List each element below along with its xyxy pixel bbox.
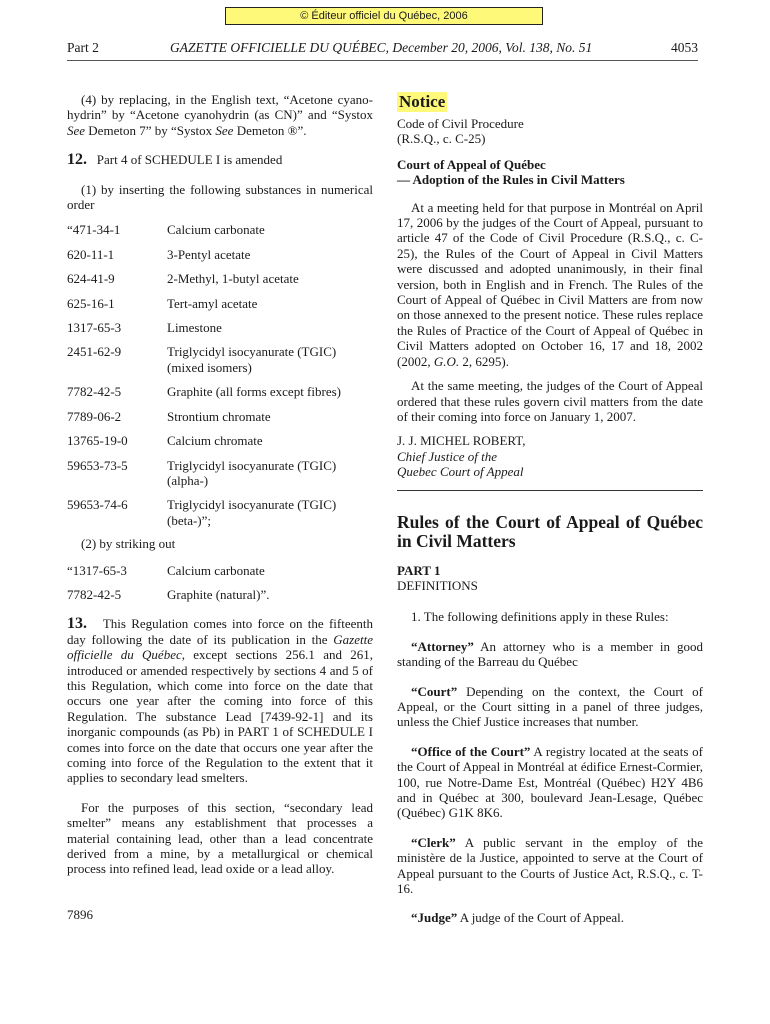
section-13: 13. This Regulation comes into force on the fifteenth day following the date of its publication in the Gazette officielle du Québec, except sections 256.1 and 261, introduced or amended respectively by sections 4 and 5 of this Regulation, which come into force on the date that occurs one year after the coming into force of this Regulation. The substance Lead [7439-92-1] and its inorganic compounds (as Pb) in PART 1 of SCHEDULE I comes into force on the date that occurs one year after the coming into force of the Regulation to the extent that it applies to secondary lead smelters. bbox=[67, 615, 373, 786]
same-meeting-paragraph: At the same meeting, the judges of the Court of Appeal ordered that these rules govern civil matters from the date of their coming into force on January 1, 2007. bbox=[397, 378, 703, 424]
signature-name: J. J. MICHEL ROBERT, bbox=[397, 433, 526, 449]
left-column bbox=[67, 92, 373, 877]
substance-name: Calcium carbonate bbox=[167, 562, 265, 578]
substance-row bbox=[67, 271, 373, 286]
substance-name: Limestone bbox=[167, 320, 222, 336]
substance-row bbox=[67, 320, 373, 335]
substance-name: 3-Pentyl acetate bbox=[167, 246, 251, 262]
cas-number: 624-41-9 bbox=[67, 271, 115, 287]
substance-row bbox=[67, 587, 373, 602]
meeting-paragraph: At a meeting held for that purpose in Montréal on April 17, 2006 by the judges of the Court of Appeal, pursuant to article 47 of the Code of Civil Procedure (R.S.Q., c. C-25), the Rules of the Court of Appeal in Civil Matters were discussed and adopted unanimously, in their final version, both in English and in French. The Rules of the Court of Appeal of Québec in Civil Matters are from now on those annexed to the present notice. These rules replace the Rules of Practice of the Court of Appeal of Québec in Civil Matters adopted on October 16, 17 and 18, 2002 (2002, G.O. 2, 6295). bbox=[397, 199, 703, 369]
substance-row bbox=[67, 433, 373, 448]
substance-table-insert bbox=[67, 222, 373, 528]
substance-name: Triglycidyl isocyanurate (TGIC) (beta-)”; bbox=[167, 497, 337, 528]
part-heading: PART 1 bbox=[397, 562, 441, 578]
definition-item bbox=[397, 639, 703, 670]
definition-text: An attorney who is a member in good standing of the Barreau du Québec bbox=[397, 638, 703, 670]
substance-name: Strontium chromate bbox=[167, 408, 271, 424]
code-name: Code of Civil Procedure bbox=[397, 116, 524, 131]
amendment-4: (4) by replacing, in the English text, “Acetone cyano-hydrin” by “Acetone cyanohydrin (as CN)” and “Systox See Demeton 7” by “Systox See Demeton ®”. bbox=[67, 92, 373, 138]
copyright-banner: © Éditeur officiel du Québec, 2006 bbox=[225, 7, 543, 25]
cas-number: 1317-65-3 bbox=[67, 320, 122, 336]
cas-number: “1317-65-3 bbox=[67, 562, 127, 578]
definition-item bbox=[397, 744, 703, 821]
cas-number: 7782-42-5 bbox=[67, 586, 122, 602]
definition-item bbox=[397, 910, 703, 925]
substance-name: Calcium carbonate bbox=[167, 222, 265, 238]
substance-row bbox=[67, 409, 373, 424]
right-column bbox=[397, 92, 703, 926]
definition-term: “Office of the Court” bbox=[411, 743, 531, 759]
cas-number: “471-34-1 bbox=[67, 222, 121, 238]
substance-name: Graphite (natural)”. bbox=[167, 586, 270, 602]
substance-name: Triglycidyl isocyanurate (TGIC) (mixed isomers) bbox=[167, 344, 337, 375]
substance-row bbox=[67, 247, 373, 262]
substance-row bbox=[67, 384, 373, 399]
definition-term: “Attorney” bbox=[411, 638, 474, 654]
definition-term: “Clerk” bbox=[411, 834, 456, 850]
adoption-heading: — Adoption of the Rules in Civil Matters bbox=[397, 172, 625, 188]
striking-intro: (2) by striking out bbox=[81, 536, 176, 552]
substance-row bbox=[67, 563, 373, 578]
definition-term: “Court” bbox=[411, 683, 458, 699]
substance-table-strike bbox=[67, 563, 373, 603]
definition-item bbox=[397, 835, 703, 897]
substance-row bbox=[67, 222, 373, 237]
definitions-heading: DEFINITIONS bbox=[397, 577, 478, 593]
substance-name: 2-Methyl, 1-butyl acetate bbox=[167, 271, 299, 287]
cas-number: 13765-19-0 bbox=[67, 433, 128, 449]
header-page-number: 4053 bbox=[671, 40, 698, 55]
court-heading: Court of Appeal of Québec bbox=[397, 156, 546, 172]
cas-number: 625-16-1 bbox=[67, 295, 115, 311]
substance-row bbox=[67, 497, 373, 528]
header-rule bbox=[67, 60, 698, 61]
definition-item bbox=[397, 684, 703, 730]
substance-row bbox=[67, 296, 373, 311]
definition-text: A public servant in the employ of the ministère de la Justice, appointed to serve at the Court of Appeal pursuant to the Courts of Justice Act, R.S.Q., c. T-16. bbox=[397, 834, 703, 897]
header-part: Part 2 bbox=[67, 40, 99, 55]
substance-name: Graphite (all forms except fibres) bbox=[167, 384, 341, 400]
definition-text: Depending on the context, the Court of Appeal, or the Court sitting in a panel of three judges, unless the Chief Justice increases that number. bbox=[397, 683, 703, 730]
definition-text: A registry located at the seats of the Court of Appeal in Montréal at édifice Ernest-Cormier, 100, rue Notre-Dame Est, Montréal (Québec) H2Y 4B6 and in Québec at 300, boulevard Jean-Lesage, Québec (Québec) G1K 8K6. bbox=[397, 743, 703, 821]
substance-name: Calcium chromate bbox=[167, 433, 263, 449]
definition-text: A judge of the Court of Appeal. bbox=[457, 910, 625, 926]
secondary-lead-definition: For the purposes of this section, “secondary lead smelter” means any establishment that processes a material containing lead, other than a lead concentrate derived from a mine, by a metallurgical or chemical process into refined lead, lead oxide or a lead alloy. bbox=[67, 799, 373, 877]
substance-name: Triglycidyl isocyanurate (TGIC) (alpha-) bbox=[167, 457, 337, 488]
notice-heading: Notice bbox=[399, 92, 446, 111]
cas-number: 59653-73-5 bbox=[67, 457, 128, 473]
substance-name: Tert-amyl acetate bbox=[167, 295, 258, 311]
cas-number: 7782-42-5 bbox=[67, 384, 122, 400]
cas-number: 2451-62-9 bbox=[67, 344, 122, 360]
cas-number: 59653-74-6 bbox=[67, 497, 128, 513]
section-divider bbox=[397, 490, 703, 491]
page-code: 7896 bbox=[67, 907, 93, 922]
substance-row bbox=[67, 458, 373, 489]
signature-title-1: Chief Justice of the bbox=[397, 448, 498, 464]
rules-title: Rules of the Court of Appeal of Québec in Civil Matters bbox=[397, 511, 703, 551]
signature-title-2: Quebec Court of Appeal bbox=[397, 464, 524, 480]
cas-number: 7789-06-2 bbox=[67, 408, 122, 424]
section-12: 12. Part 4 of SCHEDULE I is amended bbox=[67, 151, 283, 169]
code-reference: (R.S.Q., c. C-25) bbox=[397, 131, 486, 147]
definitions-intro: 1. The following definitions apply in these Rules: bbox=[411, 609, 669, 625]
header-title: GAZETTE OFFICIELLE DU QUÉBEC, December 20, 2006, Vol. 138, No. 51 bbox=[170, 40, 593, 55]
substance-row bbox=[67, 344, 373, 375]
definition-term: “Judge” bbox=[411, 910, 458, 926]
definitions-list bbox=[397, 639, 703, 926]
cas-number: 620-11-1 bbox=[67, 246, 115, 262]
insertion-intro: (1) by inserting the following substances in numerical order bbox=[67, 181, 373, 213]
